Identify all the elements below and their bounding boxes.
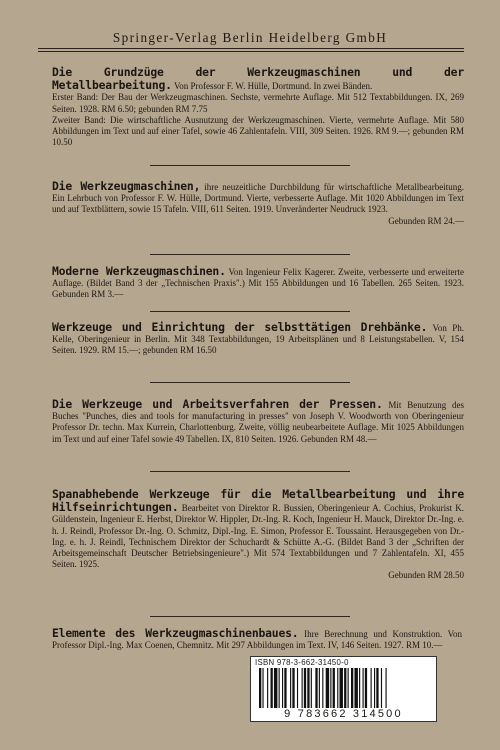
entry-price: Gebunden RM 24.— — [388, 215, 464, 226]
header-rule-bottom — [38, 51, 464, 52]
entry-body: Von Ph. Kelle, Oberingenieur in Berlin. Mit 348 Textabbildungen, 19 Arbeitsplänen und 8 Leistungstabellen. V, 154 Seiten. 1929. RM 15.—; gebunden RM 16.50 — [52, 323, 464, 356]
entry-price: Gebunden RM 28.50 — [388, 570, 464, 581]
entry-pressen — [52, 398, 464, 445]
barcode-bar — [340, 668, 343, 708]
entry-spanabhebende — [52, 488, 464, 582]
barcode-bar — [344, 668, 346, 708]
barcode-bar — [262, 668, 263, 708]
entry-title: Moderne Werkzeugmaschinen. — [52, 264, 226, 278]
barcode-bar — [259, 668, 261, 708]
separator — [150, 165, 350, 166]
entry-title: Die Werkzeugmaschinen, — [52, 179, 201, 193]
barcode-bar — [307, 668, 309, 708]
header-rule-top — [38, 48, 464, 49]
entry-grundzuege — [52, 66, 464, 148]
entry-body: Von Ingenieur Felix Kagerer. Zweite, verbesserte und erweiterte Auflage. (Bildet Band 3 der „Technischen Praxis".) Mit 155 Abbildungen und 16 Tabellen. 265 Seiten. 1923. Gebunden RM 3.— — [52, 267, 464, 300]
entry-title: Die Grundzüge der Werkzeugmaschinen und der Metallbearbeitung. — [52, 65, 464, 93]
barcode-bar — [284, 668, 286, 708]
entry-title: Elemente des Werkzeugmaschinenbaues. — [52, 626, 299, 640]
barcode-bar — [292, 668, 294, 708]
barcode-bar — [374, 668, 375, 708]
barcode-bar — [311, 668, 312, 708]
entry-body: Mit Benutzung des Buches "Punches, dies and tools for manufacturing in presses" von Joseph V. Woodworth von Oberingenieur Professor Dr. techn. Max Kurrein, Charlottenburg. Zweite, völlig neubearbeitete Auflage. Mit 1025 Abbildungen im Text und auf einer Tafel sowie 49 Tabellen. IX, 810 Seiten. 1926. Gebunden RM 48.— — [52, 400, 464, 444]
barcode-bar — [267, 668, 268, 708]
entry-volume-2: Zweiter Band: Die wirtschaftliche Ausnutzung der Werkzeugmaschinen. Vierte, vermehrte Auflage. Mit 580 Abbildungen im Text und auf einer Tafel, sowie 46 Zahlentafeln. VIII, 309 Seiten. 1926. RM 9.—; gebunden RM 10.50 — [52, 114, 464, 148]
separator — [150, 471, 350, 472]
entry-werkzeugmaschinen — [52, 180, 464, 227]
entry-body: Von Professor F. W. Hülle, Dortmund. In zwei Bänden. — [173, 81, 373, 92]
publisher-header: Springer-Verlag Berlin Heidelberg GmbH — [112, 30, 388, 45]
barcode-bar — [271, 668, 273, 708]
entry-body: Bearbeitet von Direktor R. Bussien, Oberingenieur A. Cochius, Prokurist K. Güldenstein, Ingenieur E. Herbst, Direktor W. Hippler, Dr.-Ing. R. Koch, Ingenieur H. Mauck, Direktor Dr.-Ing. e. h. J. Reindl, Professor Dr.-Ing. O. Schmitz, Dipl.-Ing. E. Simon, Professor E. Toussaint. Herausgegeben von Dr.-Ing. e. h. J. Reindl, Technischem Direktor der Schuchardt & Schütte A.-G. (Bildet Band 3 der „Schriften der Arbeitsgemeinschaft Deutscher Betriebsingenieure".) Mit 574 Textabbildungen und 7 Zahlentafeln. XI, 455 Seiten. 1925. — [52, 503, 465, 570]
barcode-bar — [363, 668, 364, 708]
entry-title: Die Werkzeuge und Arbeitsverfahren der Pressen. — [52, 397, 383, 411]
barcode-bar — [365, 668, 367, 708]
separator — [150, 616, 350, 617]
entry-title: Werkzeuge und Einrichtung der selbsttätigen Drehbänke. — [52, 320, 428, 334]
barcode-bar — [279, 668, 280, 708]
isbn-digits: 9 783662 314500 — [284, 708, 403, 720]
barcode-bar — [386, 668, 387, 708]
entry-elemente — [52, 627, 462, 651]
separator — [150, 382, 350, 383]
barcode-bar — [297, 668, 298, 708]
barcode-bar — [290, 668, 291, 708]
barcode-bar — [274, 668, 277, 708]
entry-body: Ihre Berechnung und Konstruktion. Von Professor Dipl.-Ing. Max Coenen, Chemnitz. Mit 297 Abbildungen im Text. IV, 146 Seiten. 1927. RM 10.— — [52, 629, 463, 651]
entry-body: ihre neuzeitliche Durchbildung für wirtschaftliche Metallbearbeitung. Ein Lehrbuch von Professor F. W. Hülle, Dortmund. Vierte, verbesserte Auflage. Mit 1020 Abbildungen im Text und auf Textblättern, sowie 15 Tafeln. VIII, 611 Seiten. 1919. Unveränderter Neudruck 1923. — [52, 182, 464, 215]
barcode-bar — [315, 668, 317, 708]
entry-drehbaenke — [52, 321, 464, 357]
barcode-bar — [348, 668, 349, 708]
barcode-bar — [322, 668, 323, 708]
isbn-barcode-box — [250, 656, 437, 722]
barcode-bar — [326, 668, 329, 708]
barcode-bar — [333, 668, 335, 708]
entry-moderne — [52, 265, 464, 301]
separator — [150, 254, 350, 255]
entry-volume-1: Erster Band: Der Bau der Werkzeugmaschinen. Sechste, vermehrte Auflage. Mit 512 Textabbildungen. IX, 269 Seiten. 1928. RM 6.50; gebunden RM 7.75 — [52, 92, 464, 114]
barcode-icon — [257, 668, 430, 708]
barcode-bar — [371, 668, 372, 708]
barcode-bar — [319, 668, 320, 708]
barcode-bar — [354, 668, 357, 708]
isbn-label: ISBN 978-3-662-31450-0 — [255, 658, 349, 667]
barcode-bar — [330, 668, 331, 708]
barcode-bar — [302, 668, 303, 708]
barcode-bar — [304, 668, 306, 708]
barcode-bar — [337, 668, 338, 708]
entry-title: Spanabhebende Werkzeuge für die Metallbearbeitung und ihre Hilfseinrichtungen. — [52, 487, 464, 515]
barcode-bar — [359, 668, 360, 708]
barcode-bar — [381, 668, 382, 708]
barcode-bar — [376, 668, 378, 708]
barcode-bar — [351, 668, 353, 708]
separator — [150, 311, 350, 312]
barcode-bar — [282, 668, 283, 708]
